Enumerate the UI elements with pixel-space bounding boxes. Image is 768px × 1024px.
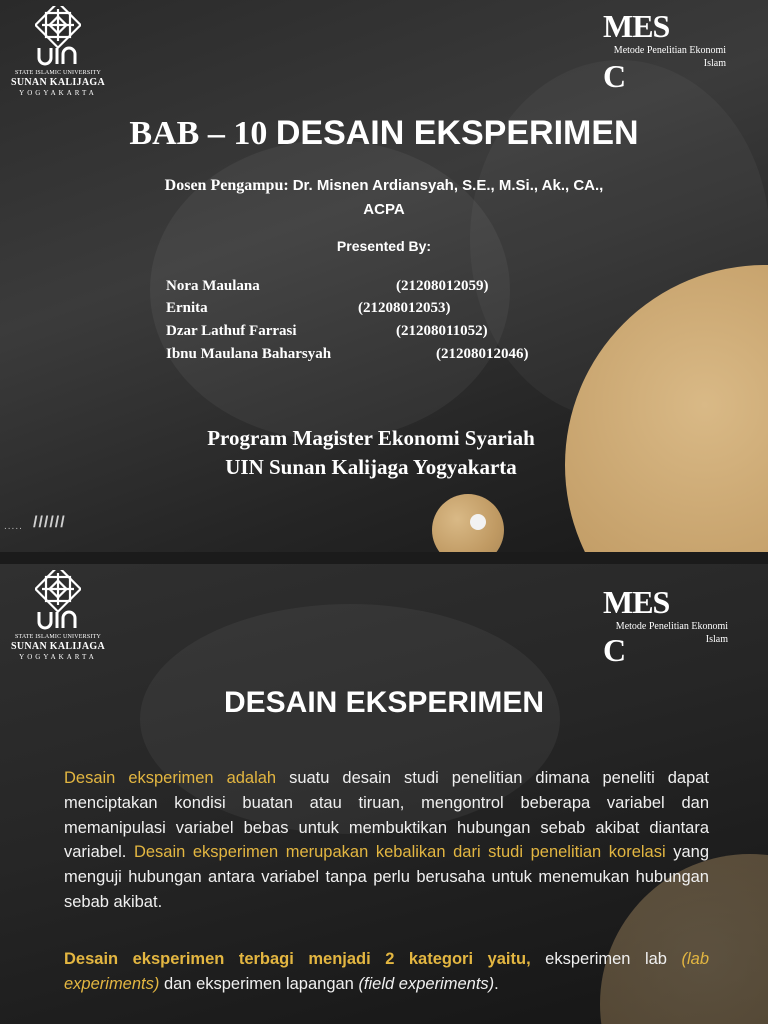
program-info	[0, 424, 755, 482]
logo-line2: SUNAN KALIJAGA	[11, 77, 105, 88]
member-id: (21208012059)	[396, 278, 489, 294]
highlight-categories: Desain eksperimen terbagi menjadi 2 kategori yaitu,	[64, 950, 531, 968]
categories-paragraph	[64, 947, 709, 997]
member-id: (21208011052)	[396, 323, 488, 339]
paragraph-text: dan eksperimen lapangan	[159, 974, 359, 993]
paragraph-text: suatu desain studi penelitian dimana peneliti dapat menciptakan kondisi buatan atau tiruan, mengontrol beberapa variabel dan memanipulasi variabel bebas untuk membuktikan hubungan sebab akibat diantara variabel.	[64, 769, 710, 862]
logo-line3: YOGYAKARTA	[19, 89, 97, 97]
logo-line1: STATE ISLAMIC UNIVERSITY	[15, 70, 101, 76]
lecturer-name-line1: Dr. Misnen Ardiansyah, S.E., M.Si., Ak., CA.,	[292, 177, 604, 194]
field-experiments-term: (field experiments)	[358, 974, 495, 993]
decor-dots: .....	[4, 521, 23, 532]
highlight-definition: Desain eksperimen adalah	[64, 769, 277, 787]
program-line2: UIN Sunan Kalijaga Yogyakarta	[225, 455, 517, 479]
definition-paragraph	[64, 766, 709, 915]
course-class-letter: C	[603, 632, 626, 668]
presented-by-label: Presented By:	[336, 238, 432, 254]
slide-title	[0, 114, 768, 153]
member-name: Dzar Lathuf Farrasi	[166, 323, 297, 339]
course-class-letter: C	[603, 58, 626, 94]
course-subtitle-line2: Islam	[705, 634, 728, 645]
uin-logo	[10, 570, 106, 666]
paragraph-text: eksperimen lab	[530, 950, 682, 968]
program-line1: Program Magister Ekonomi Syariah	[207, 426, 535, 450]
lecturer-info	[0, 174, 768, 222]
uin-logo	[10, 6, 106, 102]
uin-emblem-icon	[35, 6, 81, 70]
small-tan-circle	[432, 494, 504, 552]
course-subtitle-line1: Metode Penelitian Ekonomi	[615, 621, 728, 632]
course-subtitle-line1: Metode Penelitian Ekonomi	[613, 45, 726, 56]
lecturer-name-line2: ACPA	[363, 201, 405, 218]
member-name: Ibnu Maulana Baharsyah	[166, 346, 332, 362]
paragraph-text: yang menguji hubungan antara variabel tanpa perlu berusaha untuk menemukan hubungan sebab akibat.	[64, 843, 709, 911]
white-dot	[470, 514, 486, 530]
lecturer-label: Dosen Pengampu:	[164, 177, 289, 194]
lab-experiments-term: (lab experiments)	[64, 950, 710, 993]
decor-slashes: //////	[33, 514, 66, 531]
course-code: MES	[603, 8, 670, 44]
course-subtitle-line2: Islam	[703, 58, 726, 69]
logo-line3: YOGYAKARTA	[19, 653, 97, 661]
paragraph-text: .	[494, 974, 499, 993]
member-id: (21208012053)	[358, 300, 451, 316]
highlight-contrast: Desain eksperimen merupakan kebalikan dari studi penelitian korelasi	[133, 843, 666, 862]
logo-line2: SUNAN KALIJAGA	[11, 641, 105, 652]
title-prefix: BAB – 10	[129, 115, 268, 152]
content-slide	[0, 564, 768, 1024]
course-code: MES	[603, 584, 670, 620]
uin-emblem-icon	[35, 570, 81, 634]
member-name: Nora Maulana	[166, 278, 260, 294]
section-title: DESAIN EKSPERIMEN	[223, 686, 545, 719]
logo-line1: STATE ISLAMIC UNIVERSITY	[15, 634, 101, 640]
member-name: Ernita	[166, 300, 208, 316]
member-id: (21208012046)	[436, 346, 529, 362]
title-main: DESAIN EKSPERIMEN	[275, 114, 639, 152]
